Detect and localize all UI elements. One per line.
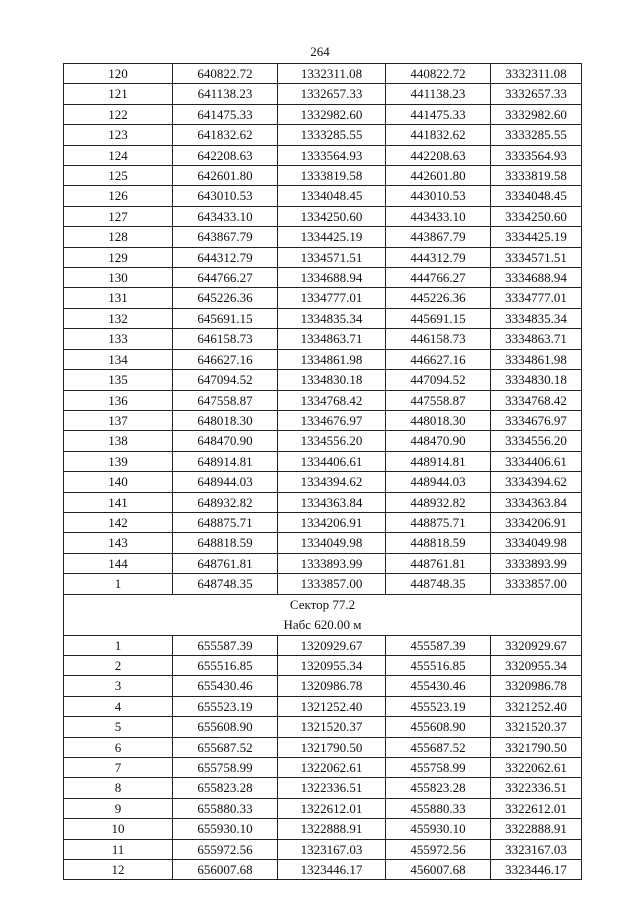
table-row <box>64 574 582 594</box>
y-alt-coordinate-cell: 3321790.50 <box>491 737 582 757</box>
x-alt-coordinate-cell: 455880.33 <box>386 798 491 818</box>
table-row <box>64 676 582 696</box>
x-coordinate-cell: 648818.59 <box>173 533 278 553</box>
y-alt-coordinate-cell: 3323446.17 <box>491 860 582 880</box>
y-alt-coordinate-cell: 3322062.61 <box>491 758 582 778</box>
point-number-cell: 130 <box>64 268 173 288</box>
y-alt-coordinate-cell: 3332982.60 <box>491 104 582 124</box>
point-number-cell: 4 <box>64 696 173 716</box>
x-coordinate-cell: 655930.10 <box>173 819 278 839</box>
x-alt-coordinate-cell: 455430.46 <box>386 676 491 696</box>
table-row <box>64 839 582 859</box>
x-coordinate-cell: 655523.19 <box>173 696 278 716</box>
x-coordinate-cell: 648932.82 <box>173 492 278 512</box>
y-alt-coordinate-cell: 3334835.34 <box>491 308 582 328</box>
y-alt-coordinate-cell: 3334406.61 <box>491 451 582 471</box>
point-number-cell: 7 <box>64 758 173 778</box>
x-alt-coordinate-cell: 446158.73 <box>386 329 491 349</box>
table-row <box>64 512 582 532</box>
x-alt-coordinate-cell: 455823.28 <box>386 778 491 798</box>
y-alt-coordinate-cell: 3332657.33 <box>491 84 582 104</box>
y-coordinate-cell: 1334861.98 <box>278 349 386 369</box>
point-number-cell: 10 <box>64 819 173 839</box>
y-coordinate-cell: 1323446.17 <box>278 860 386 880</box>
y-coordinate-cell: 1334863.71 <box>278 329 386 349</box>
y-coordinate-cell: 1322062.61 <box>278 758 386 778</box>
y-coordinate-cell: 1323167.03 <box>278 839 386 859</box>
y-alt-coordinate-cell: 3334206.91 <box>491 512 582 532</box>
y-alt-coordinate-cell: 3321520.37 <box>491 717 582 737</box>
table-row <box>64 206 582 226</box>
point-number-cell: 1 <box>64 635 173 655</box>
table-row <box>64 166 582 186</box>
point-number-cell: 128 <box>64 227 173 247</box>
point-number-cell: 127 <box>64 206 173 226</box>
table-row <box>64 758 582 778</box>
x-coordinate-cell: 655608.90 <box>173 717 278 737</box>
y-coordinate-cell: 1334394.62 <box>278 472 386 492</box>
x-coordinate-cell: 655587.39 <box>173 635 278 655</box>
y-alt-coordinate-cell: 3334676.97 <box>491 410 582 430</box>
x-alt-coordinate-cell: 456007.68 <box>386 860 491 880</box>
y-alt-coordinate-cell: 3333893.99 <box>491 553 582 573</box>
point-number-cell: 2 <box>64 655 173 675</box>
y-alt-coordinate-cell: 3322336.51 <box>491 778 582 798</box>
y-alt-coordinate-cell: 3322612.01 <box>491 798 582 818</box>
x-alt-coordinate-cell: 444312.79 <box>386 247 491 267</box>
x-alt-coordinate-cell: 446627.16 <box>386 349 491 369</box>
point-number-cell: 140 <box>64 472 173 492</box>
x-alt-coordinate-cell: 455972.56 <box>386 839 491 859</box>
y-alt-coordinate-cell: 3333857.00 <box>491 574 582 594</box>
y-coordinate-cell: 1322612.01 <box>278 798 386 818</box>
x-coordinate-cell: 641138.23 <box>173 84 278 104</box>
y-coordinate-cell: 1332311.08 <box>278 64 386 84</box>
x-coordinate-cell: 655972.56 <box>173 839 278 859</box>
point-number-cell: 11 <box>64 839 173 859</box>
y-coordinate-cell: 1333564.93 <box>278 145 386 165</box>
y-alt-coordinate-cell: 3333285.55 <box>491 125 582 145</box>
y-coordinate-cell: 1334049.98 <box>278 533 386 553</box>
y-alt-coordinate-cell: 3333819.58 <box>491 166 582 186</box>
x-alt-coordinate-cell: 455608.90 <box>386 717 491 737</box>
y-alt-coordinate-cell: 3320955.34 <box>491 655 582 675</box>
x-alt-coordinate-cell: 448914.81 <box>386 451 491 471</box>
x-alt-coordinate-cell: 448018.30 <box>386 410 491 430</box>
section-header-group <box>64 594 582 635</box>
x-coordinate-cell: 648944.03 <box>173 472 278 492</box>
x-coordinate-cell: 643433.10 <box>173 206 278 226</box>
table-row <box>64 370 582 390</box>
y-coordinate-cell: 1320986.78 <box>278 676 386 696</box>
y-alt-coordinate-cell: 3322888.91 <box>491 819 582 839</box>
x-alt-coordinate-cell: 448944.03 <box>386 472 491 492</box>
y-coordinate-cell: 1333819.58 <box>278 166 386 186</box>
y-coordinate-cell: 1322888.91 <box>278 819 386 839</box>
x-coordinate-cell: 647558.87 <box>173 390 278 410</box>
x-alt-coordinate-cell: 441832.62 <box>386 125 491 145</box>
y-coordinate-cell: 1334250.60 <box>278 206 386 226</box>
table-row <box>64 268 582 288</box>
table-row <box>64 819 582 839</box>
table-row <box>64 696 582 716</box>
point-number-cell: 134 <box>64 349 173 369</box>
x-coordinate-cell: 655516.85 <box>173 655 278 675</box>
y-coordinate-cell: 1321790.50 <box>278 737 386 757</box>
x-coordinate-cell: 656007.68 <box>173 860 278 880</box>
table-row <box>64 84 582 104</box>
x-alt-coordinate-cell: 447558.87 <box>386 390 491 410</box>
x-coordinate-cell: 648470.90 <box>173 431 278 451</box>
point-number-cell: 6 <box>64 737 173 757</box>
x-coordinate-cell: 655687.52 <box>173 737 278 757</box>
x-coordinate-cell: 648914.81 <box>173 451 278 471</box>
x-coordinate-cell: 647094.52 <box>173 370 278 390</box>
section-title: Сектор 77.2 <box>289 596 356 612</box>
x-alt-coordinate-cell: 448748.35 <box>386 574 491 594</box>
x-alt-coordinate-cell: 448818.59 <box>386 533 491 553</box>
y-alt-coordinate-cell: 3320929.67 <box>491 635 582 655</box>
x-coordinate-cell: 646158.73 <box>173 329 278 349</box>
table-row <box>64 288 582 308</box>
table-row <box>64 247 582 267</box>
point-number-cell: 131 <box>64 288 173 308</box>
x-coordinate-cell: 643010.53 <box>173 186 278 206</box>
table-row <box>64 533 582 553</box>
table-row <box>64 349 582 369</box>
y-coordinate-cell: 1334768.42 <box>278 390 386 410</box>
table-row <box>64 655 582 675</box>
y-alt-coordinate-cell: 3323167.03 <box>491 839 582 859</box>
table-row <box>64 472 582 492</box>
y-coordinate-cell: 1334676.97 <box>278 410 386 430</box>
y-coordinate-cell: 1321520.37 <box>278 717 386 737</box>
point-number-cell: 138 <box>64 431 173 451</box>
y-alt-coordinate-cell: 3321252.40 <box>491 696 582 716</box>
point-number-cell: 122 <box>64 104 173 124</box>
point-number-cell: 123 <box>64 125 173 145</box>
table-row <box>64 308 582 328</box>
coordinates-rows-after <box>64 635 582 880</box>
table-row <box>64 227 582 247</box>
y-coordinate-cell: 1322336.51 <box>278 778 386 798</box>
y-alt-coordinate-cell: 3334861.98 <box>491 349 582 369</box>
point-number-cell: 132 <box>64 308 173 328</box>
point-number-cell: 136 <box>64 390 173 410</box>
table-row <box>64 635 582 655</box>
y-alt-coordinate-cell: 3334250.60 <box>491 206 582 226</box>
x-alt-coordinate-cell: 443867.79 <box>386 227 491 247</box>
point-number-cell: 121 <box>64 84 173 104</box>
y-coordinate-cell: 1334777.01 <box>278 288 386 308</box>
table-row <box>64 410 582 430</box>
point-number-cell: 5 <box>64 717 173 737</box>
y-coordinate-cell: 1321252.40 <box>278 696 386 716</box>
y-coordinate-cell: 1332982.60 <box>278 104 386 124</box>
point-number-cell: 120 <box>64 64 173 84</box>
y-coordinate-cell: 1334556.20 <box>278 431 386 451</box>
page-number: 264 <box>310 44 330 59</box>
point-number-cell: 8 <box>64 778 173 798</box>
y-alt-coordinate-cell: 3334556.20 <box>491 431 582 451</box>
y-coordinate-cell: 1333285.55 <box>278 125 386 145</box>
x-coordinate-cell: 645691.15 <box>173 308 278 328</box>
x-coordinate-cell: 641475.33 <box>173 104 278 124</box>
table-row <box>64 329 582 349</box>
point-number-cell: 126 <box>64 186 173 206</box>
x-coordinate-cell: 643867.79 <box>173 227 278 247</box>
point-number-cell: 144 <box>64 553 173 573</box>
y-coordinate-cell: 1334206.91 <box>278 512 386 532</box>
point-number-cell: 137 <box>64 410 173 430</box>
y-coordinate-cell: 1334048.45 <box>278 186 386 206</box>
x-alt-coordinate-cell: 445226.36 <box>386 288 491 308</box>
x-alt-coordinate-cell: 448875.71 <box>386 512 491 532</box>
x-alt-coordinate-cell: 455587.39 <box>386 635 491 655</box>
x-alt-coordinate-cell: 455523.19 <box>386 696 491 716</box>
y-alt-coordinate-cell: 3333564.93 <box>491 145 582 165</box>
x-coordinate-cell: 655430.46 <box>173 676 278 696</box>
coordinates-table <box>63 63 582 880</box>
table-row <box>64 860 582 880</box>
x-alt-coordinate-cell: 442601.80 <box>386 166 491 186</box>
y-coordinate-cell: 1334688.94 <box>278 268 386 288</box>
y-coordinate-cell: 1334425.19 <box>278 227 386 247</box>
x-alt-coordinate-cell: 443010.53 <box>386 186 491 206</box>
table-row <box>64 778 582 798</box>
x-coordinate-cell: 648761.81 <box>173 553 278 573</box>
section-height: Набс 620.00 м <box>283 616 362 632</box>
y-alt-coordinate-cell: 3334394.62 <box>491 472 582 492</box>
y-coordinate-cell: 1334571.51 <box>278 247 386 267</box>
x-coordinate-cell: 641832.62 <box>173 125 278 145</box>
point-number-cell: 143 <box>64 533 173 553</box>
x-coordinate-cell: 642601.80 <box>173 166 278 186</box>
point-number-cell: 135 <box>64 370 173 390</box>
y-alt-coordinate-cell: 3334048.45 <box>491 186 582 206</box>
point-number-cell: 129 <box>64 247 173 267</box>
table-row <box>64 186 582 206</box>
point-number-cell: 1 <box>64 574 173 594</box>
x-coordinate-cell: 646627.16 <box>173 349 278 369</box>
table-row <box>64 104 582 124</box>
x-coordinate-cell: 648875.71 <box>173 512 278 532</box>
table-row <box>64 717 582 737</box>
point-number-cell: 133 <box>64 329 173 349</box>
table-row <box>64 798 582 818</box>
coordinates-rows-before <box>64 64 582 595</box>
y-coordinate-cell: 1333893.99 <box>278 553 386 573</box>
x-coordinate-cell: 644312.79 <box>173 247 278 267</box>
point-number-cell: 139 <box>64 451 173 471</box>
table-row <box>64 64 582 84</box>
x-alt-coordinate-cell: 441138.23 <box>386 84 491 104</box>
section-header-cell <box>64 594 582 635</box>
x-coordinate-cell: 648748.35 <box>173 574 278 594</box>
y-alt-coordinate-cell: 3334863.71 <box>491 329 582 349</box>
x-alt-coordinate-cell: 444766.27 <box>386 268 491 288</box>
point-number-cell: 9 <box>64 798 173 818</box>
x-alt-coordinate-cell: 455930.10 <box>386 819 491 839</box>
x-alt-coordinate-cell: 447094.52 <box>386 370 491 390</box>
x-coordinate-cell: 642208.63 <box>173 145 278 165</box>
y-coordinate-cell: 1334406.61 <box>278 451 386 471</box>
x-alt-coordinate-cell: 442208.63 <box>386 145 491 165</box>
x-alt-coordinate-cell: 455758.99 <box>386 758 491 778</box>
table-row <box>64 553 582 573</box>
point-number-cell: 3 <box>64 676 173 696</box>
y-coordinate-cell: 1334363.84 <box>278 492 386 512</box>
point-number-cell: 141 <box>64 492 173 512</box>
x-alt-coordinate-cell: 448761.81 <box>386 553 491 573</box>
y-alt-coordinate-cell: 3334768.42 <box>491 390 582 410</box>
point-number-cell: 12 <box>64 860 173 880</box>
x-alt-coordinate-cell: 443433.10 <box>386 206 491 226</box>
y-coordinate-cell: 1320955.34 <box>278 655 386 675</box>
point-number-cell: 124 <box>64 145 173 165</box>
y-alt-coordinate-cell: 3334425.19 <box>491 227 582 247</box>
x-coordinate-cell: 640822.72 <box>173 64 278 84</box>
table-row <box>64 492 582 512</box>
y-coordinate-cell: 1334830.18 <box>278 370 386 390</box>
x-alt-coordinate-cell: 448932.82 <box>386 492 491 512</box>
table-row <box>64 451 582 471</box>
x-coordinate-cell: 645226.36 <box>173 288 278 308</box>
x-coordinate-cell: 655880.33 <box>173 798 278 818</box>
y-alt-coordinate-cell: 3334363.84 <box>491 492 582 512</box>
table-row <box>64 431 582 451</box>
section-header-row <box>64 594 582 635</box>
point-number-cell: 142 <box>64 512 173 532</box>
y-alt-coordinate-cell: 3334049.98 <box>491 533 582 553</box>
y-coordinate-cell: 1332657.33 <box>278 84 386 104</box>
x-alt-coordinate-cell: 455687.52 <box>386 737 491 757</box>
x-coordinate-cell: 655758.99 <box>173 758 278 778</box>
x-coordinate-cell: 648018.30 <box>173 410 278 430</box>
y-alt-coordinate-cell: 3334777.01 <box>491 288 582 308</box>
point-number-cell: 125 <box>64 166 173 186</box>
y-coordinate-cell: 1333857.00 <box>278 574 386 594</box>
table-row <box>64 390 582 410</box>
y-alt-coordinate-cell: 3334571.51 <box>491 247 582 267</box>
y-alt-coordinate-cell: 3334830.18 <box>491 370 582 390</box>
x-alt-coordinate-cell: 440822.72 <box>386 64 491 84</box>
x-coordinate-cell: 655823.28 <box>173 778 278 798</box>
x-alt-coordinate-cell: 441475.33 <box>386 104 491 124</box>
y-coordinate-cell: 1320929.67 <box>278 635 386 655</box>
table-row <box>64 145 582 165</box>
x-alt-coordinate-cell: 448470.90 <box>386 431 491 451</box>
x-alt-coordinate-cell: 445691.15 <box>386 308 491 328</box>
y-alt-coordinate-cell: 3320986.78 <box>491 676 582 696</box>
table-row <box>64 737 582 757</box>
y-alt-coordinate-cell: 3332311.08 <box>491 64 582 84</box>
y-coordinate-cell: 1334835.34 <box>278 308 386 328</box>
table-row <box>64 125 582 145</box>
x-coordinate-cell: 644766.27 <box>173 268 278 288</box>
y-alt-coordinate-cell: 3334688.94 <box>491 268 582 288</box>
x-alt-coordinate-cell: 455516.85 <box>386 655 491 675</box>
